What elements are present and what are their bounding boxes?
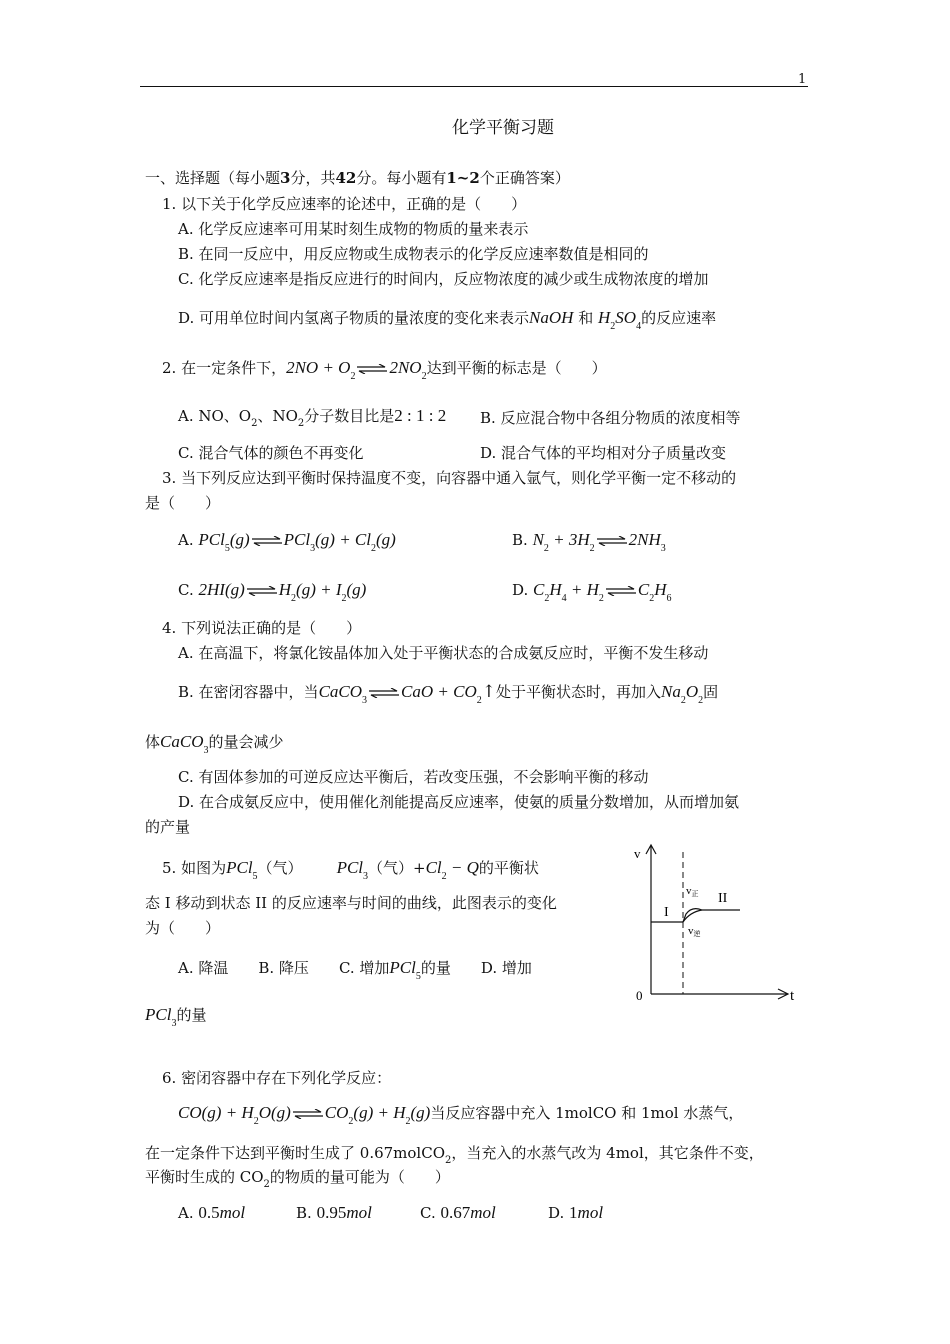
q2-option-a: A. NO、$O_2$、$NO_2$分子数目比是2 : 1 : 2 (178, 406, 447, 429)
q1-stem: 1. 以下关于化学反应速率的论述中，正确的是（ ） (162, 195, 527, 213)
q5-stem-line3: 为（ ） (145, 919, 221, 937)
q6-option-c: C. 0.67mol (420, 1203, 496, 1222)
q6-equation-line: $CO(g) + H_2O(g) CO_2(g) + H_2(g)$当反应容器中充入 1molCO 和 1mol 水蒸气， (178, 1103, 744, 1127)
q6-option-b: B. 0.95mol (296, 1203, 372, 1222)
equilibrium-arrow-icon (597, 536, 627, 546)
q6-stem: 6. 密闭容器中存在下列化学反应： (162, 1069, 392, 1087)
q4-option-b-cont: 体CaCO$_3$的量会减少 (145, 732, 284, 756)
q3-stem-line1: 3. 当下列反应达到平衡时保持温度不变，向容器中通入氩气，则化学平衡一定不移动的 (162, 469, 737, 487)
q3-option-a: A. PCl$_5$(g) $PCl_3(g) + Cl_2(g)$ (178, 530, 396, 554)
v-reverse-label: v逆 (688, 925, 701, 938)
q1-option-a: A. 化学反应速率可用某时刻生成物的物质的量来表示 (178, 220, 529, 238)
q5-option-d-cont: PCl$_3$的量 (145, 1005, 207, 1029)
header-rule (140, 86, 808, 87)
x-axis-label: t (790, 988, 795, 1004)
equilibrium-arrow-icon (293, 1109, 323, 1119)
q3-option-c: C. 2HI(g) $H_2(g) + I_2(g)$ (178, 580, 367, 604)
q2-option-c: C. 混合气体的颜色不再变化 (178, 444, 364, 462)
q4-option-d-line1: D. 在合成氨反应中，使用催化剂能提高反应速率，使氨的质量分数增加，从而增加氨 (178, 793, 740, 811)
q4-stem: 4. 下列说法正确的是（ ） (162, 619, 362, 637)
page-title: 化学平衡习题 (452, 118, 554, 138)
q2-option-d: D. 混合气体的平均相对分子质量改变 (480, 444, 727, 462)
q6-option-d: D. 1mol (548, 1203, 604, 1222)
equilibrium-arrow-icon (369, 688, 399, 698)
q5-stem-line1: 5. 如图为PCl$_5$（气） PCl$_3$（气）$+Cl_2 - Q$的平衡状 (162, 858, 539, 882)
v-forward-label: v正 (686, 885, 699, 898)
q2-stem: 2. 在一定条件下，$2NO + O_2$ $2NO_2$达到平衡的标志是（ ） (162, 358, 607, 382)
q5-options: A. 降温 B. 降压 C. 增加PCl$_5$的量 D. 增加 (178, 958, 532, 982)
equilibrium-arrow-icon (252, 536, 282, 546)
state-ii-label: II (718, 891, 728, 906)
origin-label: 0 (636, 988, 643, 1003)
rate-time-graph (630, 842, 805, 1012)
section-heading: 一、选择题（每小题3分，共42分。每小题有1~2个正确答案） (145, 169, 570, 187)
q4-option-a: A. 在高温下，将氯化铵晶体加入处于平衡状态的合成氨反应时，平衡不发生移动 (178, 644, 709, 662)
state-i-label: I (664, 905, 669, 920)
q6-option-a: A. 0.5mol (178, 1203, 246, 1222)
rate-forward-curve (683, 909, 740, 922)
q5-stem-line2: 态 I 移动到状态 II 的反应速率与时间的曲线，此图表示的变化 (145, 894, 557, 912)
q4-option-b: B. 在密闭容器中，当CaCO$_3$ CaO + $CO_2↑$处于平衡状态时，再加入$Na_2O_2$固 (178, 682, 719, 706)
q4-option-d-line2: 的产量 (145, 818, 191, 836)
q1-option-b: B. 在同一反应中，用反应物或生成物表示的化学反应速率数值是相同的 (178, 245, 649, 263)
equilibrium-arrow-icon (357, 364, 387, 374)
q1-option-d: D. 可用单位时间内氢离子物质的量浓度的变化来表示NaOH 和 $H_2SO_4$的反应速率 (178, 308, 717, 332)
q2-option-b: B. 反应混合物中各组分物质的浓度相等 (480, 409, 741, 427)
q6-line2: 在一定条件下达到平衡时生成了 0.67molCO$_2$，当充入的水蒸气改为 4mol，其它条件不变， (145, 1144, 764, 1166)
page-number: 1 (798, 72, 807, 87)
gas-up-arrow-icon: ↑ (481, 682, 496, 702)
equilibrium-arrow-icon (247, 586, 277, 596)
q1-option-c: C. 化学反应速率是指反应进行的时间内，反应物浓度的减少或生成物浓度的增加 (178, 270, 709, 288)
q3-stem-line2: 是（ ） (145, 494, 221, 512)
q3-option-d: D. $C_2H_4 + H_2$ $C_2H_6$ (512, 580, 672, 604)
y-axis-label: v (634, 846, 641, 861)
q4-option-c: C. 有固体参加的可逆反应达平衡后，若改变压强，不会影响平衡的移动 (178, 768, 649, 786)
q3-option-b: B. $N_2 + 3H_2$ $2NH_3$ (512, 530, 666, 554)
q6-line3: 平衡时生成的 $CO_2$的物质的量可能为（ ） (145, 1168, 450, 1190)
equilibrium-arrow-icon (606, 586, 636, 596)
